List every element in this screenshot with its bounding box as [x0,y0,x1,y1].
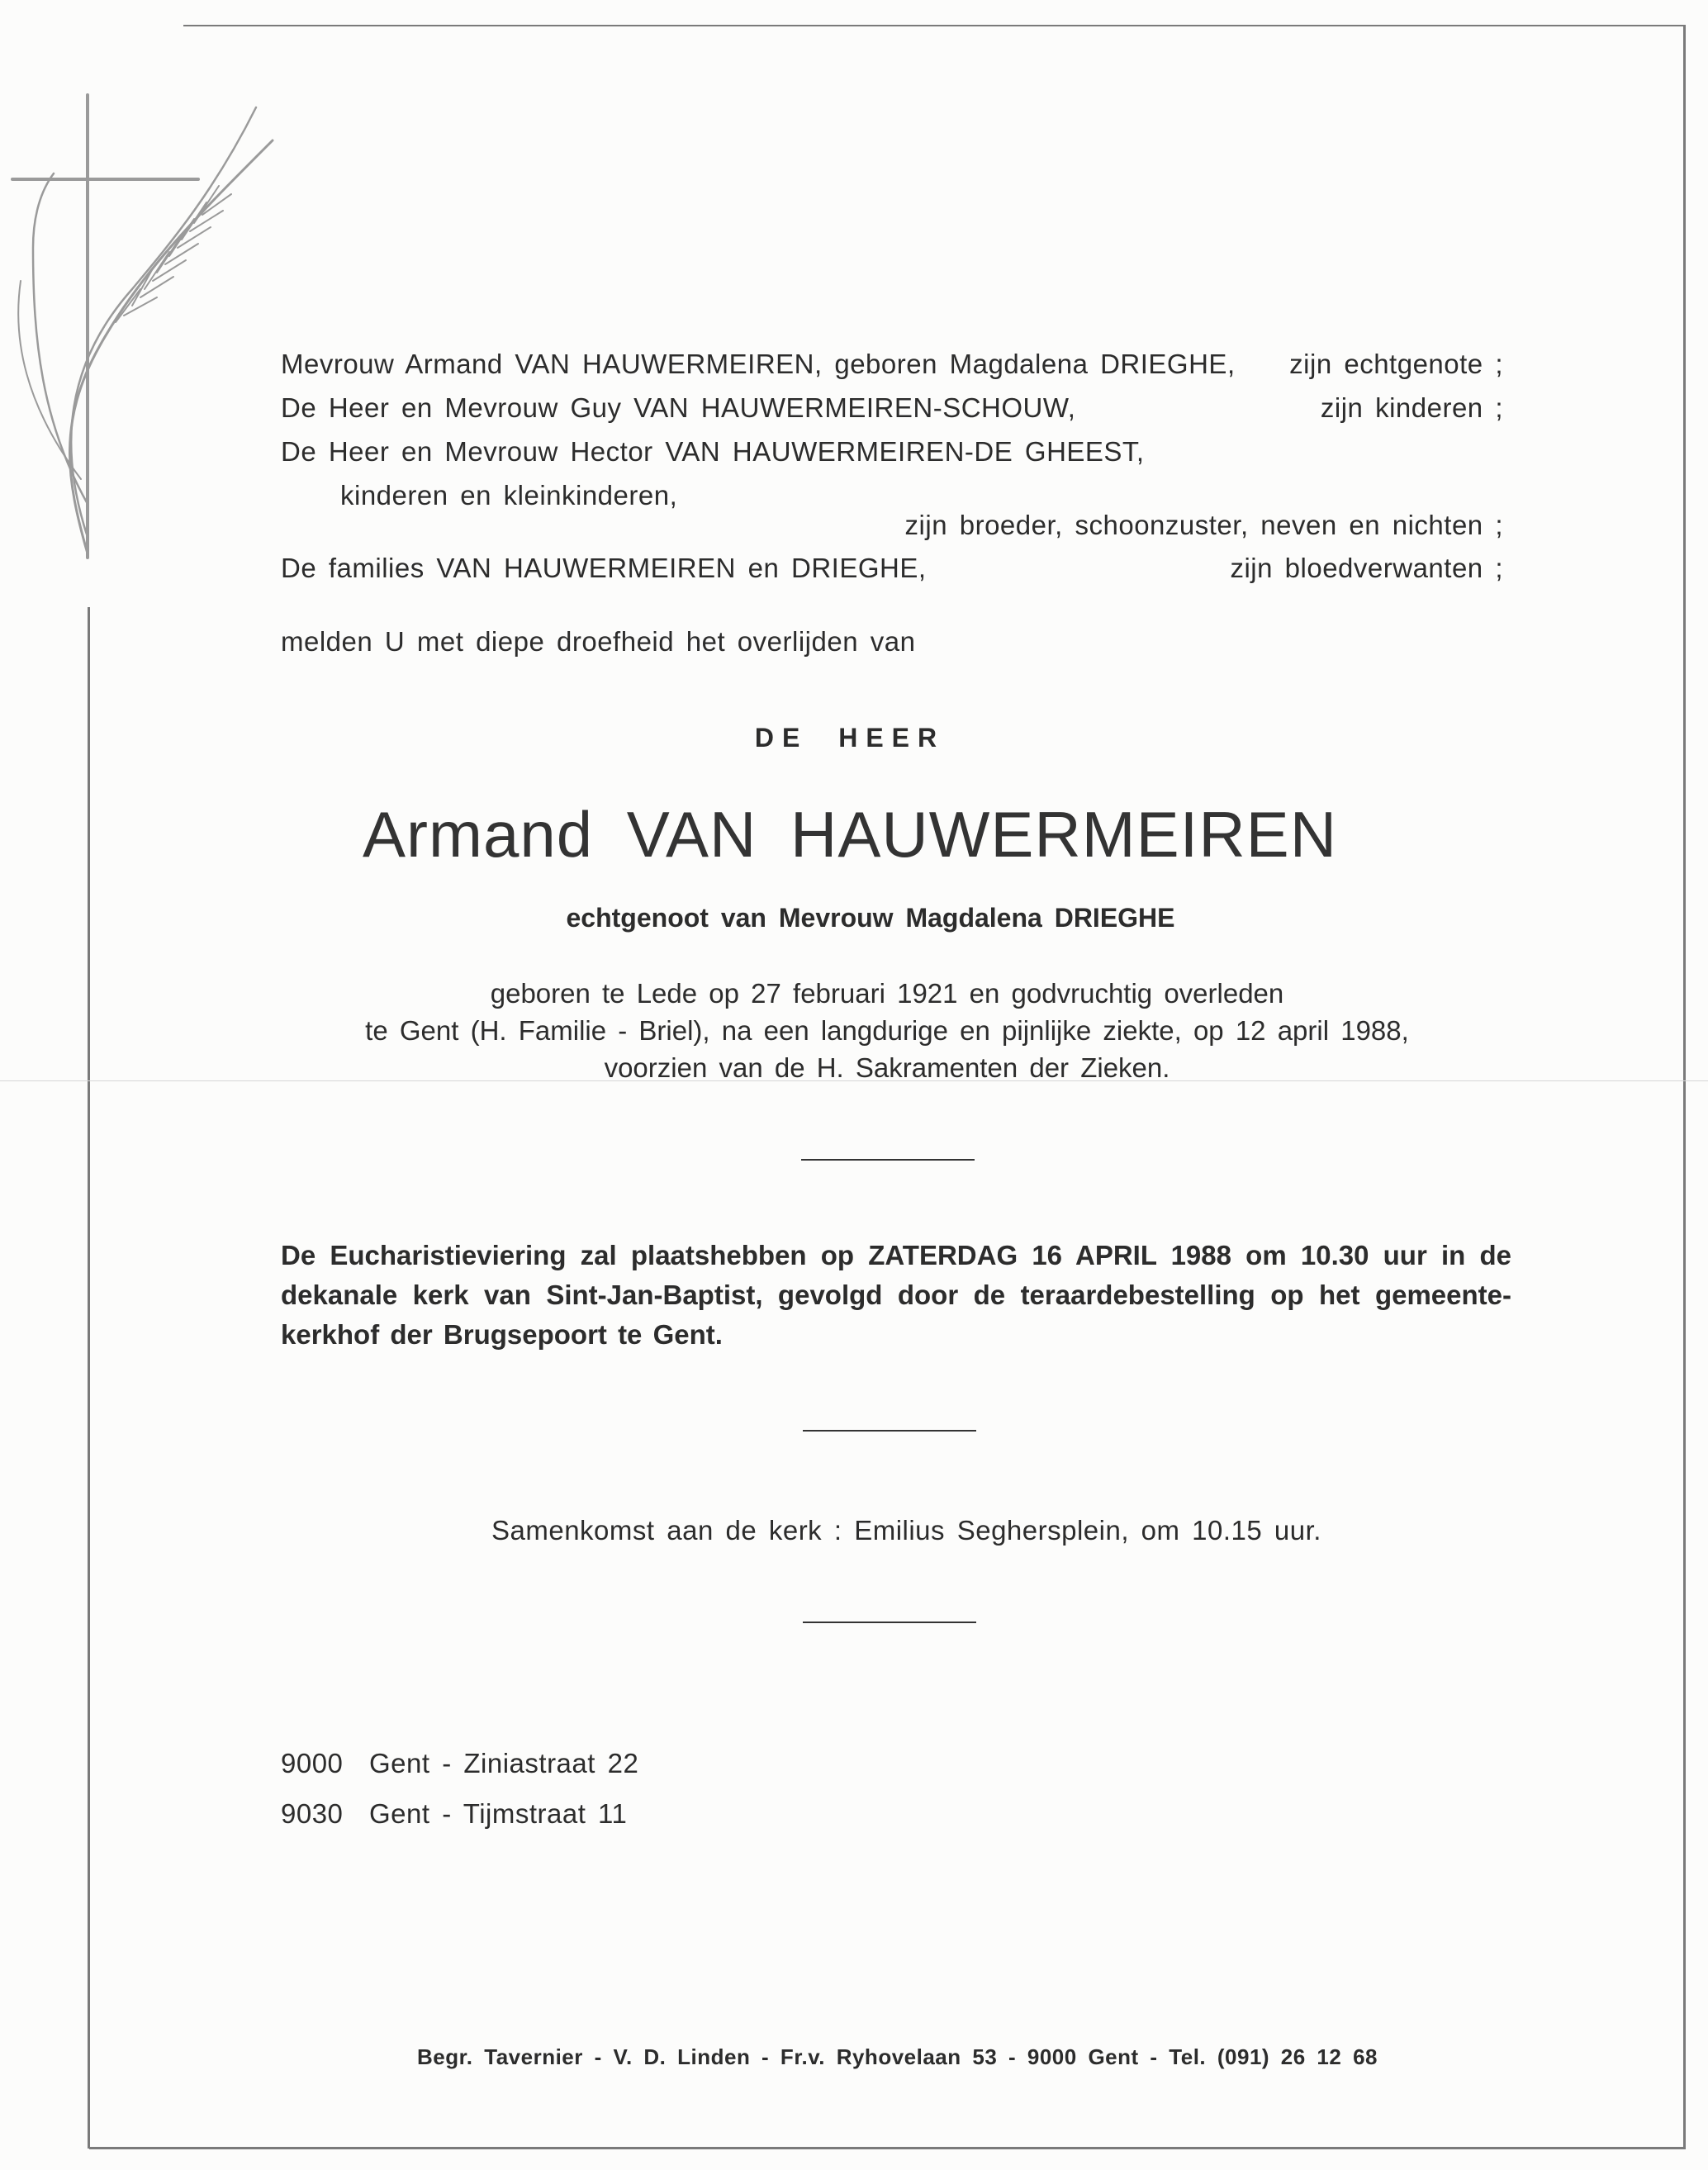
birth-death-line-3: voorzien van de H. Sakramenten der Zieken. [604,1052,1170,1083]
service-paragraph [281,1236,1511,1355]
family-relation-1: zijn echtgenote ; [1289,349,1503,379]
cross-and-wheat-icon [8,91,289,562]
frame-top-line [183,25,1685,26]
family-line-3: De Heer en Mevrouw Hector VAN HAUWERMEIREN-DE GHEEST, [281,436,1145,467]
separator-rule-1 [801,1159,975,1161]
frame-right-line [1683,25,1686,2149]
separator-rule-3 [803,1622,976,1623]
gathering-text: Samenkomst aan de kerk : Emilius Seghersplein, om 10.15 uur. [491,1515,1321,1546]
birth-death-line-1: geboren te Lede op 27 februari 1921 en godvruchtig overleden [490,978,1284,1009]
service-line-1: De Eucharistieviering zal plaatshebben op ZATERDAG 16 APRIL 1988 om 10.30 uur in de [281,1240,1511,1270]
address-postcode-2: 9030 [281,1798,344,1829]
address-street-1: Gent - Ziniastraat 22 [369,1748,639,1778]
birth-death-line-2: te Gent (H. Familie - Briel), na een langdurige en pijnlijke ziekte, op 12 april 1988, [365,1015,1409,1046]
deceased-name: Armand VAN HAUWERMEIREN [362,798,1338,871]
family-line-4: kinderen en kleinkinderen, [340,480,678,510]
family-relation-2: zijn kinderen ; [1320,392,1503,423]
address-street-2: Gent - Tijmstraat 11 [369,1798,628,1829]
family-relation-6: zijn bloedverwanten ; [1230,553,1503,583]
family-relation-5: zijn broeder, schoonzuster, neven en nichten ; [904,510,1503,540]
service-line-3: kerkhof der Brugsepoort te Gent. [281,1319,723,1350]
service-line-2: dekanale kerk van Sint-Jan-Baptist, gevolgd door de teraardebestelling op het gemeente- [281,1280,1511,1310]
announcement-text: melden U met diepe droefheid het overlijden van [281,626,916,657]
family-line-6: De families VAN HAUWERMEIREN en DRIEGHE, [281,553,927,583]
honorific-title: DE HEER [754,723,946,753]
funeral-director-footer: Begr. Tavernier - V. D. Linden - Fr.v. Ryhovelaan 53 - 9000 Gent - Tel. (091) 26 12 68 [417,2044,1378,2069]
family-line-2: De Heer en Mevrouw Guy VAN HAUWERMEIREN-SCHOUW, [281,392,1076,423]
separator-rule-2 [803,1430,976,1432]
spouse-line: echtgenoot van Mevrouw Magdalena DRIEGHE [566,903,1175,933]
frame-bottom-line [89,2147,1685,2149]
address-postcode-1: 9000 [281,1748,344,1778]
family-line-1: Mevrouw Armand VAN HAUWERMEIREN, geboren Magdalena DRIEGHE, [281,349,1236,379]
